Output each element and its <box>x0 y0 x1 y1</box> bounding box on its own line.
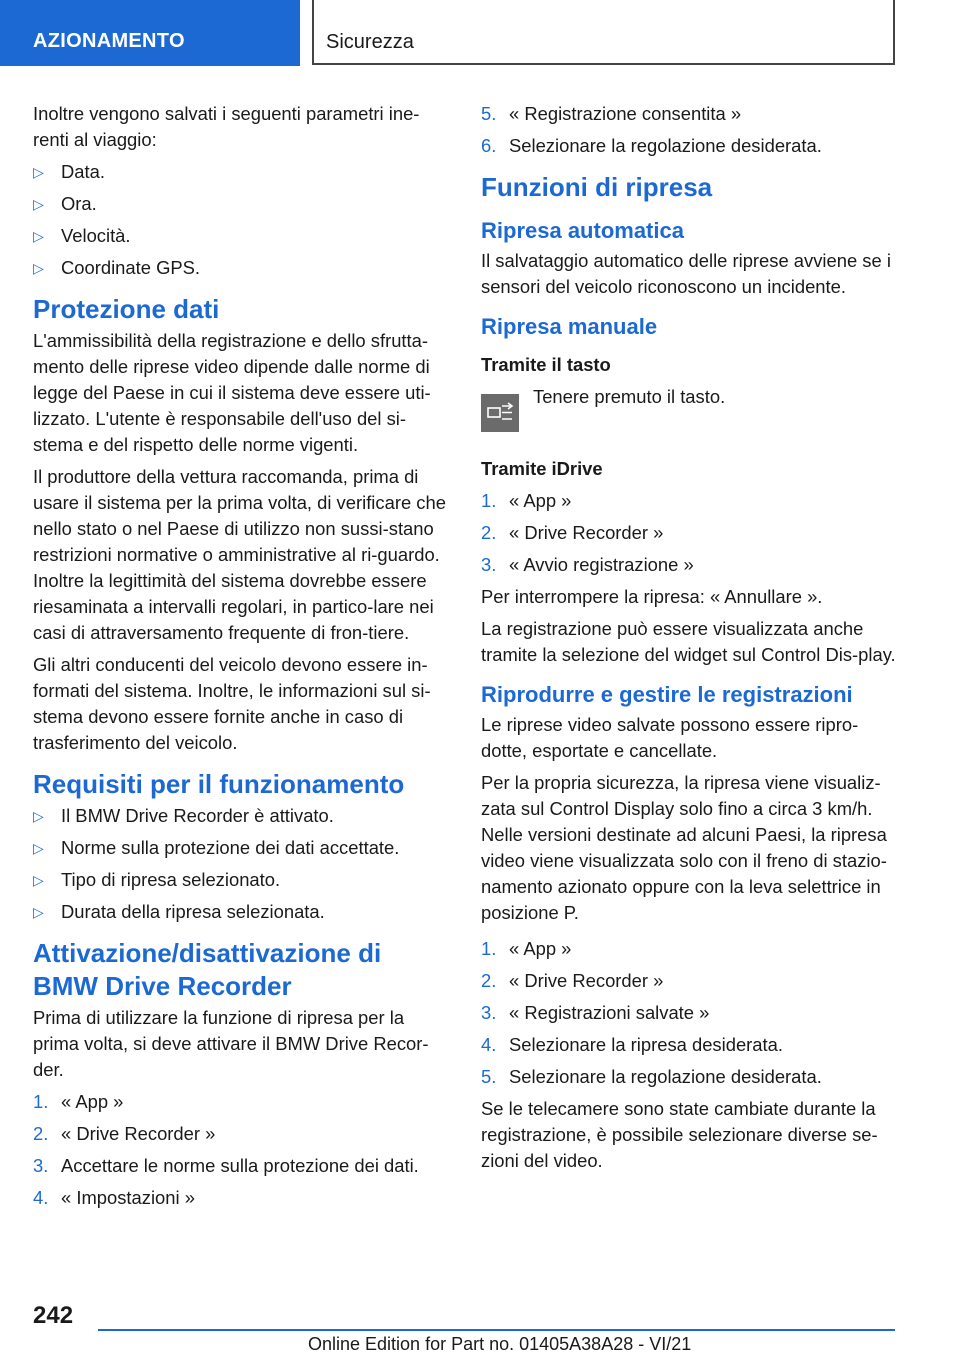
heading-playback: Riprodurre e gestire le registrazioni <box>481 682 853 707</box>
heading-functions: Funzioni di ripresa <box>481 172 713 202</box>
list-item: 2. « Drive Recorder » <box>33 1123 216 1144</box>
list-item: 2. « Drive Recorder » <box>481 970 664 991</box>
triangle-bullet-icon: ▷ <box>33 164 44 180</box>
list-item: ▷ Tipo di ripresa selezionato. <box>33 867 448 893</box>
left-column <box>33 101 448 1217</box>
triangle-bullet-icon: ▷ <box>33 904 44 920</box>
list-item: 1. « App » <box>481 490 572 511</box>
chapter-title: Sicurezza <box>326 31 414 53</box>
privacy-paragraph-1: L'ammissibilità della registrazione e dello sfrutta-mento delle riprese video dipende dalle norme di legge del Paese in cui il sistema deve essere uti-lizzato. L'utente è responsabile dell'uso del si-stema e del rispetto delle norme vigenti. <box>33 330 431 455</box>
heading-requirements: Requisiti per il funzionamento <box>33 769 405 799</box>
page-header <box>0 0 960 66</box>
heading-auto: Ripresa automatica <box>481 218 684 243</box>
list-item: 5. « Registrazione consentita » <box>481 103 742 124</box>
activation-steps <box>33 1089 448 1211</box>
intro-paragraph: Inoltre vengono salvati i seguenti parametri ine-renti al viaggio: <box>33 103 420 150</box>
heading-manual: Ripresa manuale <box>481 314 658 339</box>
triangle-bullet-icon: ▷ <box>33 840 44 856</box>
privacy-paragraph-2: Il produttore della vettura raccomanda, prima di usare il sistema per la prima volta, di verificare che nello stato o nel Paese di utilizzo non sussi-stano restrizioni normative o amministrative al ri-guardo. Inoltre la legittimità del sistema dovrebbe essere riesaminata a intervalli regolari, in partico-lare nei casi di attraversamento frequente di fron-tiere. <box>33 466 446 643</box>
triangle-bullet-icon: ▷ <box>33 228 44 244</box>
cameras-paragraph: Se le telecamere sono state cambiate durante la registrazione, è possibile selezionare diverse se-zioni del video. <box>481 1098 878 1171</box>
playback-steps <box>481 936 896 1090</box>
list-item: ▷ Norme sulla protezione dei dati accettate. <box>33 835 448 861</box>
triangle-bullet-icon: ▷ <box>33 260 44 276</box>
edition-footer: Online Edition for Part no. 01405A38A28 - VI/21 <box>308 1334 692 1354</box>
requirements-list <box>33 803 448 925</box>
list-item: 1. « App » <box>481 938 572 959</box>
button-instruction-text: Tenere premuto il tasto. <box>533 386 726 407</box>
list-item: 2. « Drive Recorder » <box>481 522 664 543</box>
list-item: ▷ Durata della ripresa selezionata. <box>33 899 448 925</box>
list-item: 3. « Registrazioni salvate » <box>481 1002 710 1023</box>
activation-paragraph: Prima di utilizzare la funzione di ripresa per la prima volta, si deve attivare il BMW Drive Recor-der. <box>33 1007 429 1080</box>
idrive-steps <box>481 488 896 578</box>
camera-record-icon <box>481 394 519 432</box>
heading-via-idrive: Tramite iDrive <box>481 458 603 479</box>
heading-activation: Attivazione/disattivazione di BMW Drive Recorder <box>33 938 382 1001</box>
triangle-bullet-icon: ▷ <box>33 196 44 212</box>
button-instruction <box>481 384 896 446</box>
list-item: 1. « App » <box>33 1091 124 1112</box>
section-label: AZIONAMENTO <box>33 30 185 52</box>
list-item: ▷ Coordinate GPS. <box>33 255 448 281</box>
header-divider-left <box>312 0 314 64</box>
footer-divider <box>98 1329 895 1331</box>
list-item: 3. Accettare le norme sulla protezione dei dati. <box>33 1155 419 1176</box>
page-number: 242 <box>33 1302 74 1329</box>
list-item: ▷ Il BMW Drive Recorder è attivato. <box>33 803 448 829</box>
trip-parameters-list <box>33 159 448 281</box>
right-column <box>481 101 896 1180</box>
list-item: 4. Selezionare la ripresa desiderata. <box>481 1034 783 1055</box>
list-item: ▷ Velocità. <box>33 223 448 249</box>
header-divider-right <box>893 0 895 64</box>
list-item: 6. Selezionare la regolazione desiderata. <box>481 135 822 156</box>
list-item: ▷ Data. <box>33 159 448 185</box>
privacy-paragraph-3: Gli altri conducenti del veicolo devono essere in-formati del sistema. Inoltre, le informazioni sul si-stema devono essere fornite anche in caso di trasferimento del veicolo. <box>33 654 431 753</box>
section-tab <box>0 0 300 66</box>
header-divider-bottom <box>312 63 895 65</box>
list-item: ▷ Ora. <box>33 191 448 217</box>
display-paragraph: La registrazione può essere visualizzata anche tramite la selezione del widget sul Control Dis-play. <box>481 618 896 665</box>
playback-paragraph-1: Le riprese video salvate possono essere ripro-dotte, esportate e cancellate. <box>481 714 859 761</box>
list-item: 3. « Avvio registrazione » <box>481 554 694 575</box>
continued-steps <box>481 101 896 159</box>
list-item: 4. « Impostazioni » <box>33 1187 195 1208</box>
triangle-bullet-icon: ▷ <box>33 808 44 824</box>
heading-via-button: Tramite il tasto <box>481 354 611 375</box>
triangle-bullet-icon: ▷ <box>33 872 44 888</box>
heading-privacy: Protezione dati <box>33 294 220 324</box>
list-item: 5. Selezionare la regolazione desiderata. <box>481 1066 822 1087</box>
playback-paragraph-2: Per la propria sicurezza, la ripresa viene visualiz-zata sul Control Display solo fino a circa 3 km/h. Nelle versioni destinate ad alcuni Paesi, la ripresa video viene visualizzata solo con il freno di stazio-namento azionato oppure con la leva selettrice in posizione P. <box>481 772 887 923</box>
auto-paragraph: Il salvataggio automatico delle riprese avviene se i sensori del veicolo riconoscono un incidente. <box>481 250 891 297</box>
interrupt-paragraph: Per interrompere la ripresa: « Annullare ». <box>481 586 823 607</box>
